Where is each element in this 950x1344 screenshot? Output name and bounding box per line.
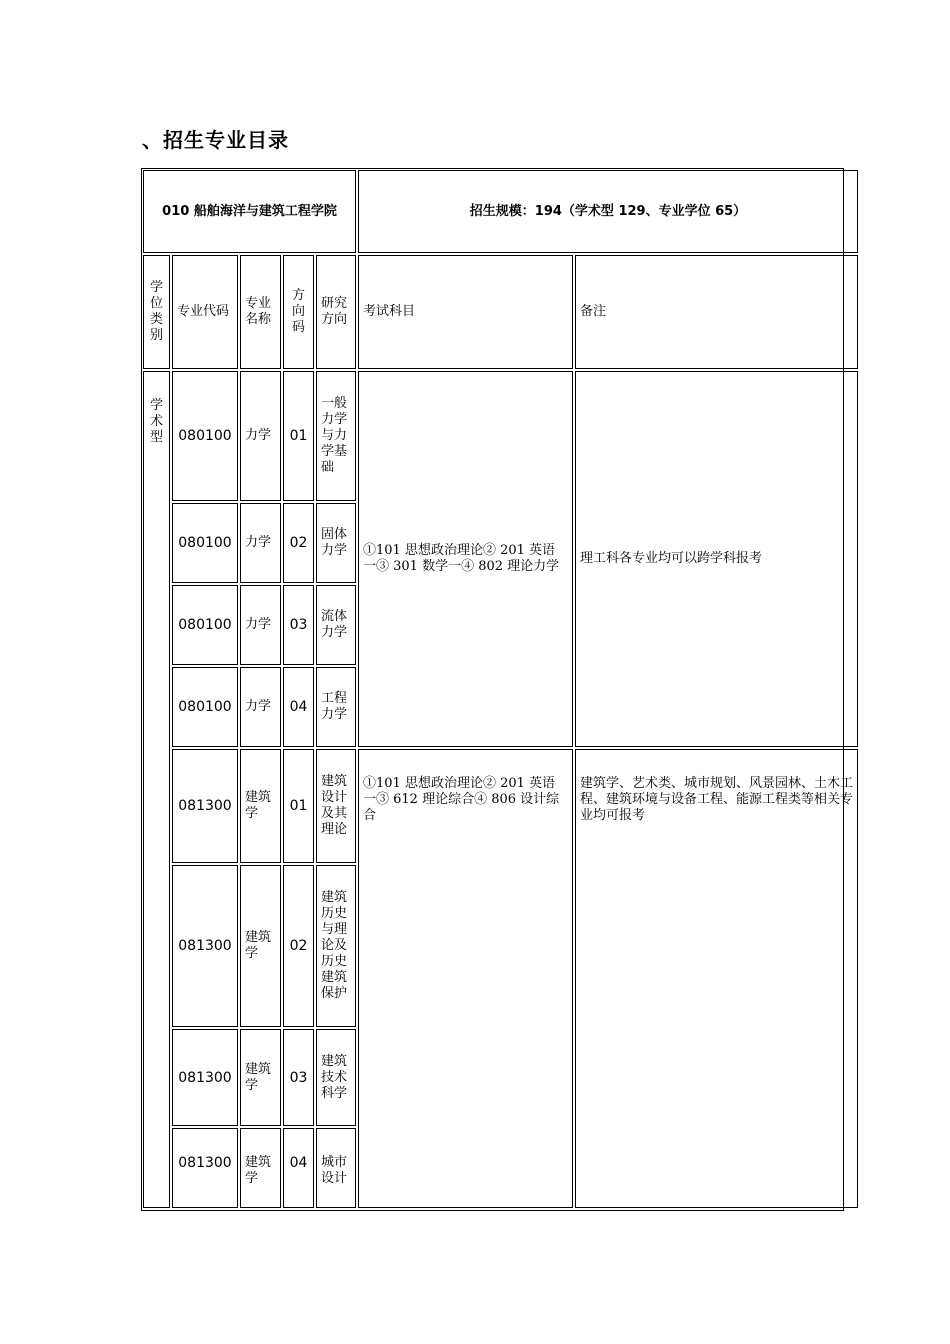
major-name-cell: 力学 [240,371,281,501]
exam-subjects-cell: ①101 思想政治理论② 201 英语一③ 612 理论综合④ 806 设计综合 [358,749,573,1208]
direction-code-cell: 04 [283,667,314,747]
research-direction-cell: 建筑历史与理论及历史建筑保护 [316,865,356,1027]
major-code-cell: 081300 [172,1128,238,1208]
exam-subjects-cell: ①101 思想政治理论② 201 英语一③ 301 数学一④ 802 理论力学 [358,371,573,747]
major-name-cell: 建筑学 [240,749,281,863]
col-header-notes: 备注 [575,255,858,369]
research-direction-cell: 工程力学 [316,667,356,747]
col-header-research-direction: 研究方向 [316,255,356,369]
col-header-major-name: 专业名称 [240,255,281,369]
degree-type-cell: 学术型 [143,371,170,1208]
research-direction-cell: 固体力学 [316,503,356,583]
major-name-cell: 力学 [240,667,281,747]
major-name-cell: 力学 [240,585,281,665]
research-direction-cell: 流体力学 [316,585,356,665]
research-direction-cell: 建筑设计及其理论 [316,749,356,863]
major-code-cell: 081300 [172,865,238,1027]
direction-code-cell: 04 [283,1128,314,1208]
research-direction-cell: 城市设计 [316,1128,356,1208]
major-name-cell: 力学 [240,503,281,583]
col-header-degree-type: 学位类别 [143,255,170,369]
major-code-cell: 080100 [172,503,238,583]
major-name-cell: 建筑学 [240,865,281,1027]
col-header-direction-code: 方向码 [283,255,314,369]
direction-code-cell: 02 [283,865,314,1027]
page-title: 、招生专业目录 [142,128,289,152]
table-row [143,749,858,863]
col-header-major-code: 专业代码 [172,255,238,369]
notes-cell: 建筑学、艺术类、城市规划、风景园林、土木工程、建筑环境与设备工程、能源工程类等相关专业均可报考 [575,749,858,1208]
program-catalog-table [141,168,860,1210]
notes-cell: 理工科各专业均可以跨学科报考 [575,371,858,747]
major-code-cell: 081300 [172,749,238,863]
direction-code-cell: 01 [283,749,314,863]
col-header-exam-subjects: 考试科目 [358,255,573,369]
research-direction-cell: 一般力学与力学基础 [316,371,356,501]
major-code-cell: 080100 [172,667,238,747]
direction-code-cell: 02 [283,503,314,583]
research-direction-cell: 建筑技术科学 [316,1029,356,1126]
table-row [143,371,858,501]
major-code-cell: 080100 [172,585,238,665]
major-code-cell: 081300 [172,1029,238,1126]
major-name-cell: 建筑学 [240,1029,281,1126]
school-name: 010 船舶海洋与建筑工程学院 [143,170,356,253]
enrollment-scale: 招生规模：194（学术型 129、专业学位 65） [358,170,858,253]
direction-code-cell: 03 [283,1029,314,1126]
major-name-cell: 建筑学 [240,1128,281,1208]
direction-code-cell: 03 [283,585,314,665]
direction-code-cell: 01 [283,371,314,501]
major-code-cell: 080100 [172,371,238,501]
